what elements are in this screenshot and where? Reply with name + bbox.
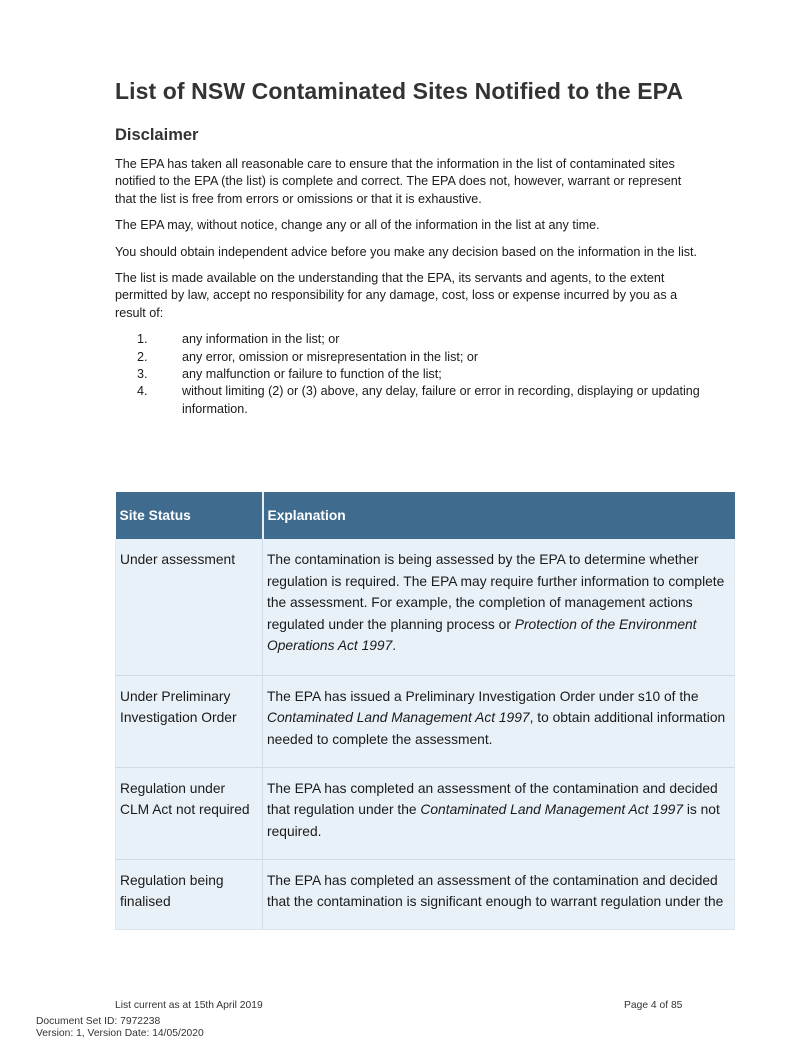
explanation-text: The EPA has issued a Preliminary Investigation Order under s10 of the: [267, 688, 699, 704]
footer-list-current: List current as at 15th April 2019: [115, 1000, 263, 1011]
explanation-text: The contamination is being assessed by the EPA to determine whether regulation is required. The EPA may require further information to complete the assessment. For example, the completion of management actions regulated under the planning process or: [267, 552, 725, 632]
explanation-cell: [263, 767, 735, 859]
list-item-text: any information in the list; or: [182, 332, 340, 347]
table-row: [116, 539, 735, 675]
list-item-text: any error, omission or misrepresentation in the list; or: [182, 349, 479, 364]
list-item: [115, 331, 705, 348]
explanation-text: The EPA has completed an assessment of the contamination and decided that regulation under the: [267, 780, 718, 818]
page-title: List of NSW Contaminated Sites Notified to the EPA: [115, 78, 684, 104]
site-status-cell: Under assessment: [116, 539, 263, 675]
act-name: Contaminated Land Management Act 1997: [267, 710, 530, 726]
list-item: [115, 366, 705, 383]
list-item-number: 3.: [137, 367, 148, 382]
act-name: Contaminated Land Management Act 1997: [420, 802, 683, 818]
list-item-text: any malfunction or failure to function of the list;: [182, 367, 442, 382]
explanation-cell: [263, 675, 735, 767]
site-status-cell: Under Preliminary Investigation Order: [116, 675, 263, 767]
list-item: [115, 383, 705, 418]
list-item-number: 1.: [137, 332, 148, 347]
disclaimer-paragraph: You should obtain independent advice before you make any decision based on the information in the list.: [115, 244, 698, 259]
table-header-row: [116, 492, 735, 539]
explanation-text: The EPA has completed an assessment of the contamination and decided that the contamination is significant enough to warrant regulation under the: [267, 872, 724, 910]
list-item-number: 2.: [137, 349, 148, 364]
footer-page-number: Page 4 of 85: [624, 1000, 683, 1011]
document-version: Version: 1, Version Date: 14/05/2020: [36, 1028, 204, 1039]
column-header-explanation: Explanation: [263, 492, 735, 539]
disclaimer-body: [115, 156, 705, 418]
site-status-table: [115, 492, 735, 930]
explanation-text: .: [392, 638, 397, 654]
list-item-number: 4.: [137, 384, 148, 399]
disclaimer-paragraph: The list is made available on the understanding that the EPA, its servants and agents, to the extent permitted by law, accept no responsibility for any damage, cost, loss or expense incurred by you as a result of:: [115, 271, 678, 320]
list-item: [115, 349, 705, 366]
disclaimer-paragraph: The EPA has taken all reasonable care to ensure that the information in the list of contaminated sites notified to the EPA (the list) is complete and correct. The EPA does not, however, warrant or represent that the list is free from errors or omissions or that it is exhaustive.: [115, 157, 682, 206]
explanation-cell: [263, 539, 735, 675]
disclaimer-heading: Disclaimer: [115, 126, 199, 144]
column-header-site-status: Site Status: [116, 492, 263, 539]
site-status-cell: Regulation being finalised: [116, 859, 263, 929]
explanation-text: is not required.: [267, 802, 720, 839]
explanation-cell: [263, 859, 735, 929]
document-set-id: Document Set ID: 7972238: [36, 1016, 161, 1027]
table-row: [116, 767, 735, 859]
site-status-cell: Regulation under CLM Act not required: [116, 767, 263, 859]
table-row: [116, 675, 735, 767]
disclaimer-paragraph: The EPA may, without notice, change any or all of the information in the list at any time.: [115, 218, 600, 233]
act-name: Protection of the Environment Operations Act 1997: [267, 616, 697, 654]
disclaimer-list: [115, 331, 705, 418]
table-row: [116, 859, 735, 929]
explanation-text: , to obtain additional information needed to complete the assessment.: [267, 710, 726, 747]
list-item-text: without limiting (2) or (3) above, any delay, failure or error in recording, displaying or updating information.: [182, 384, 700, 416]
